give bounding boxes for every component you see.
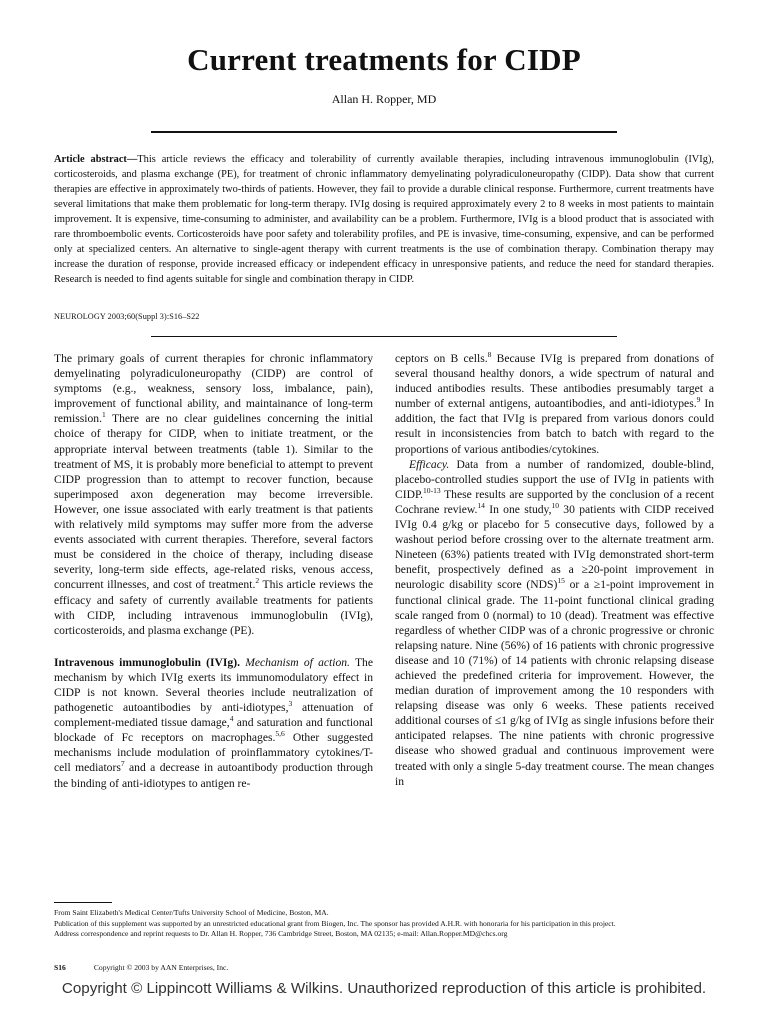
reference-link[interactable]: 4 <box>229 714 234 724</box>
article-title: Current treatments for CIDP <box>187 42 581 77</box>
subheading-efficacy: Efficacy. <box>409 457 450 471</box>
left-column <box>54 351 373 791</box>
section-heading-ivig: Intravenous immunoglobulin (IVIg). <box>54 655 240 669</box>
efficacy-paragraph <box>395 457 714 789</box>
reference-link[interactable]: 3 <box>288 699 293 709</box>
copyright-watermark: Copyright © Lippincott Williams & Wilkins. Unauthorized reproduction of this article is prohibited. <box>61 980 707 997</box>
text-run: In one study, <box>484 502 552 516</box>
text-run: In addition, the fact that IVIg is prepared from various donors could result in inconsistencies from batch to batch with regard to the proportions of various antibodies/cytokines. <box>395 397 714 456</box>
abstract-rule <box>151 336 617 337</box>
reference-link[interactable]: 1 <box>101 410 106 420</box>
subheading-mechanism: Mechanism of action. <box>239 655 350 669</box>
page-number: S16 <box>54 963 66 972</box>
text-run: This article reviews the efficacy and safety of currently available treatments for patients with CIDP, including intravenous immunoglobulin (IVIg), corticosteroids, and plasma exchange (PE). <box>54 578 373 637</box>
abstract-text: This article reviews the efficacy and tolerability of currently available therapies, including intravenous immunoglobulin (IVIg), corticosteroids, and plasma exchange (PE), for treatment of chronic inflammatory demyelinating polyradiculoneuropathy (CIDP). Data show that current therapies are effective in approximately two-thirds of patients. However, they fail to provide a durable clinical response. Furthermore, current treatments have several limitations that make them problematic for long-term therapy. IVIg dosing is required approximately every 2 to 8 weeks in most patients to maintain improvement. It is expensive, time-consuming to administer, and availability can be a problem. Furthermore, IVIg is a blood product that is associated with rare thromboembolic events. Corticosteroids have poor safety and tolerability profiles, and PE is invasive, time-consuming, expensive, and can be performed only at specialized centers. An alternative to single-agent therapy with current treatments is the use of combination therapy. Combination therapy may increase the duration of response, provide increased efficacy or independent efficacy in unresponsive patients, and reduce the need for standard therapies. Research is needed to find agents suitable for single and combination therapy in CIDP. <box>54 154 715 285</box>
affiliation-note: From Saint Elizabeth's Medical Center/Tufts University School of Medicine, Boston, MA. <box>54 908 329 917</box>
journal-citation: NEUROLOGY 2003;60(Suppl 3):S16–S22 <box>54 312 200 321</box>
text-run: and a decrease in autoantibody production through the binding of anti-idiotypes to antigen re- <box>54 761 374 790</box>
funding-note: Publication of this supplement was supported by an unrestricted educational grant from Biogen, Inc. The sponsor has provided A.H.R. with honoraria for his participation in this project. <box>54 918 616 928</box>
text-run: ceptors on B cells. <box>395 352 488 365</box>
text-run: Because IVIg is prepared from donations of several thousand healthy donors, a wide spectrum of natural and induced antibodies results. These antibodies presumably target a number of external antigens, autoantibodies, and anti-idiotypes. <box>395 352 714 411</box>
title-rule <box>151 131 617 133</box>
intro-paragraph <box>54 351 373 638</box>
text-run: Other suggested mechanisms include modulation of proinflammatory cytokines/T-cell mediators <box>54 731 373 775</box>
text-run: 30 patients with CIDP received IVIg 0.4 g/kg or placebo for 5 consecutive days, followed by a washout period before crossing over to the alternate treatment arm. Nineteen (63%) patients treated with IVIg demonstrated short-term benefit, prospectively defined as a ≥20-point improvement in neurologic disability score (NDS) <box>395 502 714 592</box>
author-name: Allan H. Ropper, MD <box>331 92 437 106</box>
text-run: and saturation and functional blockade of Fc receptors on macrophages. <box>54 716 373 745</box>
text-run: There are no clear guidelines concerning the initial choice of therapy for CIDP, when to initiate treatment, or the appropriate interval between treatments (table 1). Similar to the treatment of MS, it is probably more beneficial to attempt to prevent CIDP progression than to attempt to recover function, because superimposed axon degeneration may become irreversible. However, one issue associated with early treatment is that patients with relatively mild symptoms may suffer more from the adverse events associated with current therapies. Therefore, several factors must be considered in the choice of therapy, including disease severity, long-term side effects, age-related risks, venous access, concurrent illnesses, and cost of treatment. <box>54 412 373 592</box>
reference-link[interactable]: 2 <box>255 576 260 586</box>
spacer <box>54 638 373 655</box>
reference-link[interactable]: 10 <box>551 501 560 511</box>
ivig-mechanism-paragraph <box>54 655 373 791</box>
footnotes <box>54 908 714 940</box>
footnote-rule <box>54 902 112 903</box>
reference-link[interactable]: 8 <box>487 350 492 360</box>
abstract-label: Article abstract— <box>54 154 138 165</box>
text-run: or a ≥1-point improvement in functional clinical grade. The 11-point functional clinical grading scale ranged from 0 (normal) to 10 (dead). Treatment was effective regardless of whether CIDP was of a chronic progressive or chronic relapsing nature. Nine (56%) of 16 patients with chronic progressive disease and 10 (71%) of 14 patients with chronic relapsing disease achieved the predefined criteria for improvement. However, the median duration of improvement among the 10 responders with relapsing disease was only 6 weeks. These patients received additional courses of ≤1 g/kg of IVIg as single infusions before their anticipated relapses. The nine patients with chronic progressive disease who showed gradual and continuous improvement were treated with only a single 5-day treatment course. The mean changes in <box>395 578 714 788</box>
text-run: Data from a number of randomized, double-blind, placebo-controlled studies support the use of IVIg in patients with CIDP. <box>395 457 714 501</box>
reference-link[interactable]: 9 <box>696 395 701 405</box>
right-column <box>395 351 714 789</box>
page-footer <box>54 963 714 972</box>
text-run: These results are supported by the conclusion of a recent Cochrane review. <box>395 487 714 516</box>
reference-link[interactable]: 15 <box>557 576 565 586</box>
article-abstract <box>54 152 714 287</box>
text-run: attenuation of complement-mediated tissue damage, <box>54 701 374 730</box>
mechanism-continued-paragraph <box>395 351 714 457</box>
publisher-copyright: Copyright © 2003 by AAN Enterprises, Inc. <box>93 963 229 972</box>
reference-link[interactable]: 10-13 <box>423 485 441 495</box>
reference-link[interactable]: 14 <box>477 501 485 511</box>
reference-link[interactable]: 5,6 <box>275 729 285 739</box>
correspondence-note: Address correspondence and reprint requests to Dr. Allan H. Ropper, 736 Cambridge Street, Boston, MA 02135; e-mail: Allan.Ropper.MD@chcs.org <box>54 929 508 938</box>
text-run: The primary goals of current therapies for chronic inflammatory demyelinating polyradiculoneuropathy (CIDP) are control of symptoms (e.g., weakness, sensory loss, imbalance, pain), improvement of functional ability, and maintainance of long-term remission. <box>54 352 373 426</box>
text-run: The mechanism by which IVIg exerts its immunomodulatory effect in CIDP is not known. Several theories include neutralization of pathogenetic autoantibodies by anti-idiotypes, <box>54 655 373 715</box>
reference-link[interactable]: 7 <box>120 759 125 769</box>
